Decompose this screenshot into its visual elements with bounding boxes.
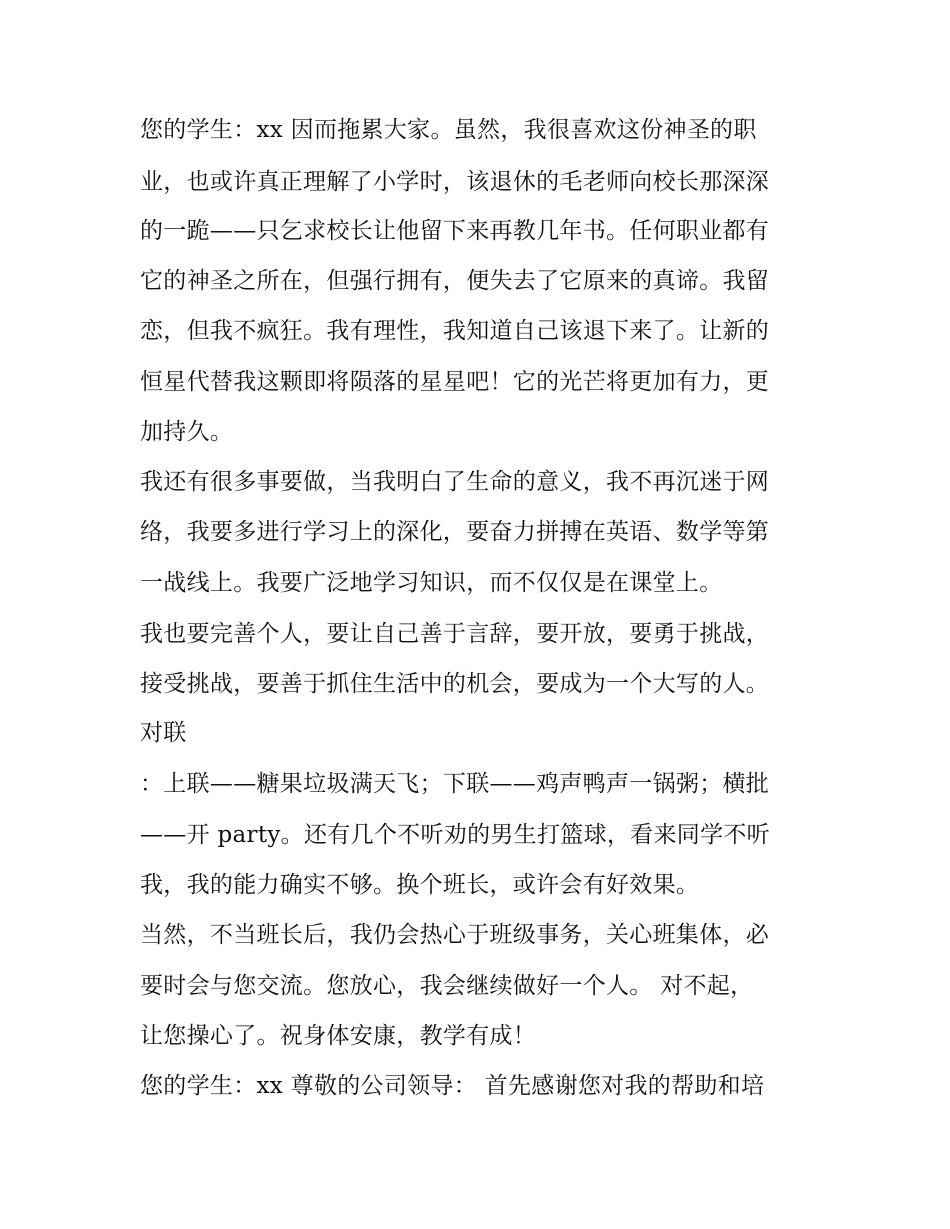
text-line: 我还有很多事要做，当我明白了生命的意义，我不再沉迷于网 xyxy=(140,469,770,495)
text-line: ——开 party。还有几个不听劝的男生打篮球，看来同学不听 xyxy=(140,822,770,848)
text-line: 它的神圣之所在，但强行拥有，便失去了它原来的真谛。我留 xyxy=(140,268,770,294)
text-line: 您的学生：xx 因而拖累大家。虽然，我很喜欢这份神圣的职 xyxy=(140,117,757,143)
text-line: 我，我的能力确实不够。换个班长，或许会有好效果。 xyxy=(140,872,700,898)
text-line: 恒星代替我这颗即将陨落的星星吧！它的光芒将更加有力，更 xyxy=(140,369,770,395)
text-line: 要时会与您交流。您放心，我会继续做好一个人。 对不起， xyxy=(140,973,754,999)
text-line: 一战线上。我要广泛地学习知识，而不仅仅是在课堂上。 xyxy=(140,570,723,596)
text-line: 对联 xyxy=(140,720,187,746)
text-line: 当然，不当班长后，我仍会热心于班级事务，关心班集体，必 xyxy=(140,922,770,948)
text-line: ：上联——糖果垃圾满天飞；下联——鸡声鸭声一锅粥；横批 xyxy=(140,771,770,797)
text-line: 的一跪——只乞求校长让他留下来再教几年书。任何职业都有 xyxy=(140,218,770,244)
text-line: 您的学生：xx 尊敬的公司领导： 首先感谢您对我的帮助和培 xyxy=(140,1073,765,1099)
text-line: 我也要完善个人，要让自己善于言辞，要开放，要勇于挑战， xyxy=(140,621,770,647)
text-line: 业，也或许真正理解了小学时，该退休的毛老师向校长那深深 xyxy=(140,169,770,195)
text-line: 恋，但我不疯狂。我有理性，我知道自己该退下来了。让新的 xyxy=(140,318,770,344)
text-line: 络，我要多进行学习上的深化，要奋力拼搏在英语、数学等第 xyxy=(140,519,770,545)
text-line: 让您操心了。祝身体安康，教学有成！ xyxy=(140,1023,537,1049)
text-line: 接受挑战，要善于抓住生活中的机会，要成为一个大写的人。 xyxy=(140,671,770,697)
text-line: 加持久。 xyxy=(140,419,234,445)
